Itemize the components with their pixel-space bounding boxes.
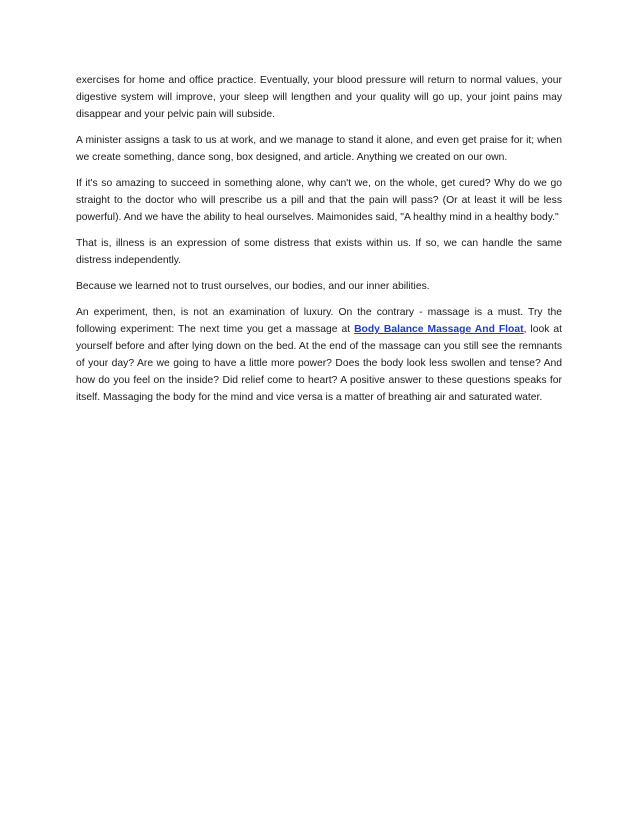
paragraph-6-text-before: An experiment, then, is not an examination of luxury. On the contrary - massage is a must. Try the following experiment: The next time you get a massage at [76, 307, 562, 335]
document-body [76, 72, 562, 415]
body-balance-link[interactable]: Body Balance Massage And Float [354, 324, 524, 335]
paragraph-3: If it's so amazing to succeed in something alone, why can't we, on the whole, get cured? Why do we go straight to the doctor who will prescribe us a pill and that the pain will pass? (Or at least it will be less powerful). And we have the ability to heal ourselves. Maimonides said, "A healthy mind in a healthy body." [76, 178, 562, 223]
paragraph-5: Because we learned not to trust ourselves, our bodies, and our inner abilities. [76, 281, 430, 292]
paragraph-4: That is, illness is an expression of some distress that exists within us. If so, we can handle the same distress independently. [76, 238, 562, 266]
paragraph-2: A minister assigns a task to us at work, and we manage to stand it alone, and even get praise for it; when we create something, dance song, box designed, and article. Anything we created on our own. [76, 135, 562, 163]
paragraph-1: exercises for home and office practice. Eventually, your blood pressure will return to normal values, your digestive system will improve, your sleep will lengthen and your quality will go up, your joint pains may disappear and your pelvic pain will subside. [76, 75, 562, 120]
paragraph-6 [76, 304, 562, 406]
paragraph-6-text-after: , look at yourself before and after lying down on the bed. At the end of the massage can you still see the remnants of your day? Are we going to have a little more power? Does the body look less swollen and tense? And how do you feel on the inside? Did relief come to heart? A positive answer to these questions speaks for itself. Massaging the body for the mind and vice versa is a matter of breathing air and saturated water. [76, 324, 562, 403]
